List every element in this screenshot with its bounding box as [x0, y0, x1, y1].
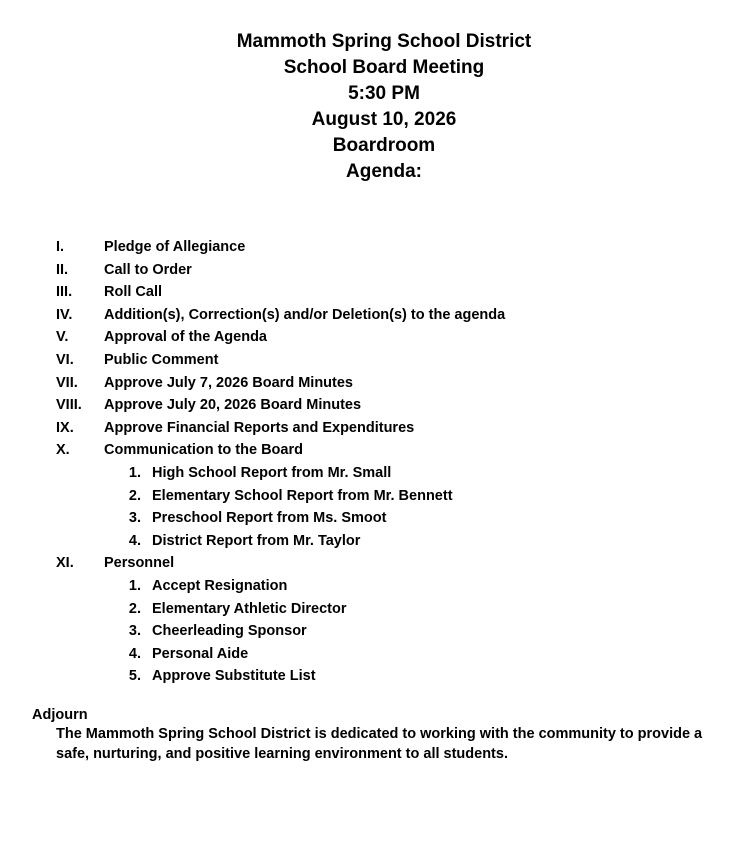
item-label: Personnel	[104, 555, 175, 572]
subitem-label: Accept Resignation	[152, 577, 288, 594]
subitem-label: District Report from Mr. Taylor	[152, 532, 361, 549]
item-label: Approve July 7, 2026 Board Minutes	[104, 374, 353, 391]
agenda-subitem	[56, 665, 736, 688]
agenda-subitem	[56, 575, 736, 598]
item-label: Communication to the Board	[104, 442, 303, 459]
item-number: V.	[56, 329, 69, 346]
subitem-label: Elementary School Report from Mr. Bennett	[152, 487, 453, 504]
item-number: I.	[56, 239, 65, 255]
subitem-label: Preschool Report from Ms. Smoot	[152, 510, 387, 527]
item-number: X.	[56, 442, 70, 459]
agenda-item	[56, 439, 736, 462]
agenda-item	[56, 259, 736, 282]
item-label: Approval of the Agenda	[104, 329, 267, 346]
item-number: IX.	[56, 419, 74, 436]
subitem-label: High School Report from Mr. Small	[152, 464, 392, 481]
subitem-label: Personal Aide	[152, 645, 249, 662]
item-number: II.	[56, 261, 69, 278]
subitem-number: 1.	[128, 577, 141, 594]
item-label: Pledge of Allegiance	[104, 239, 246, 255]
item-label: Addition(s), Correction(s) and/or Deletion(s) to the agenda	[104, 306, 506, 323]
subitem-number: 1.	[128, 464, 141, 481]
agenda-list	[56, 236, 736, 688]
subitem-label: Approve Substitute List	[152, 668, 316, 685]
agenda-item	[56, 394, 736, 417]
document-header	[0, 29, 750, 185]
agenda-subitem	[56, 507, 736, 530]
item-number: XI.	[56, 555, 74, 572]
agenda-subitem	[56, 598, 736, 621]
meeting-location: Boardroom	[332, 135, 436, 156]
item-number: VIII.	[56, 397, 82, 414]
agenda-item	[56, 281, 736, 304]
district-name: Mammoth Spring School District	[236, 31, 532, 52]
item-label: Roll Call	[104, 284, 163, 301]
agenda-subitem	[56, 643, 736, 666]
agenda-item	[56, 349, 736, 372]
item-number: IV.	[56, 306, 73, 323]
item-number: III.	[56, 284, 73, 301]
meeting-title: School Board Meeting	[283, 57, 485, 78]
agenda-subitem	[56, 530, 736, 553]
mission-statement: The Mammoth Spring School District is dedicated to working with the community to provide a safe, nurturing, and positive learning environment to all students.	[56, 726, 703, 762]
subitem-number: 4.	[128, 532, 141, 549]
subitem-number: 3.	[128, 510, 141, 527]
subitem-label: Cheerleading Sponsor	[152, 623, 307, 640]
item-label: Public Comment	[104, 351, 219, 368]
subitem-number: 5.	[128, 668, 141, 685]
agenda-label: Agenda:	[346, 161, 422, 182]
agenda-subitem	[56, 620, 736, 643]
item-number: VI.	[56, 351, 74, 368]
agenda-subitem	[56, 462, 736, 485]
adjourn-heading: Adjourn	[32, 707, 88, 723]
agenda-subitem	[56, 485, 736, 508]
subitem-number: 4.	[128, 645, 141, 662]
subitem-label: Elementary Athletic Director	[152, 600, 347, 617]
item-label: Approve Financial Reports and Expenditures	[104, 419, 415, 436]
agenda-item	[56, 326, 736, 349]
subitem-number: 3.	[128, 623, 141, 640]
agenda-item	[56, 304, 736, 327]
subitem-number: 2.	[128, 600, 141, 617]
agenda-item	[56, 417, 736, 440]
meeting-date: August 10, 2026	[311, 109, 457, 130]
item-label: Call to Order	[104, 261, 192, 278]
meeting-time: 5:30 PM	[348, 83, 420, 104]
agenda-item	[56, 552, 736, 575]
agenda-item	[56, 236, 736, 259]
item-label: Approve July 20, 2026 Board Minutes	[104, 397, 362, 414]
subitem-number: 2.	[128, 487, 141, 504]
item-number: VII.	[56, 374, 78, 391]
agenda-item	[56, 372, 736, 395]
